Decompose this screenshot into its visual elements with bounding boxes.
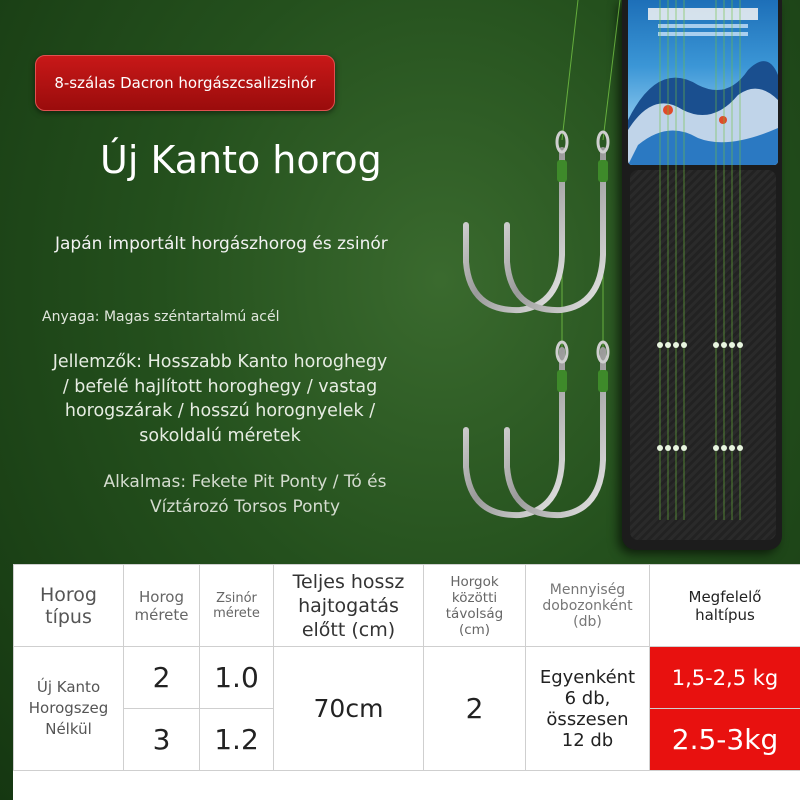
header-line-size xyxy=(200,565,274,647)
header-total-length xyxy=(274,565,424,647)
line-size-cell: 1.0 xyxy=(200,647,274,709)
total-length-cell: 70cm xyxy=(274,647,424,771)
qty-line: Egyenként xyxy=(539,666,636,688)
header-line: (cm) xyxy=(458,621,491,638)
table-header-row xyxy=(14,565,800,647)
spacing-cell: 2 xyxy=(424,647,526,771)
header-line: Megfelelő xyxy=(688,587,762,606)
header-line: előtt (cm) xyxy=(301,618,396,641)
type-line: Horogszeg xyxy=(28,699,109,717)
header-line: Teljes hossz xyxy=(292,570,405,593)
header-line: mérete xyxy=(134,605,189,624)
header-line: Zsinór xyxy=(216,590,257,606)
page-title: Új Kanto horog xyxy=(100,138,382,182)
table-row xyxy=(14,647,800,709)
qty-line: összesen xyxy=(546,708,629,730)
type-line: Nélkül xyxy=(45,720,92,738)
header-hook-type xyxy=(14,565,124,647)
hook-size-cell: 2 xyxy=(124,647,200,709)
spec-table xyxy=(13,564,800,800)
product-badge: 8-szálas Dacron horgászcsalizsinór xyxy=(35,55,335,111)
table-spacer-row xyxy=(14,771,800,800)
header-line: (db) xyxy=(573,613,602,630)
suitable-line: Alkalmas: Fekete Pit Ponty / Tó és xyxy=(103,472,387,492)
header-line: dobozonként xyxy=(542,597,633,614)
line-size-cell: 1.2 xyxy=(200,709,274,771)
header-line: Horgok xyxy=(450,573,499,590)
header-hook-size xyxy=(124,565,200,647)
suitable-line: Víztározó Torsos Ponty xyxy=(149,497,341,517)
header-line: távolság xyxy=(445,605,504,622)
features-line: horogszárak / hosszú horognyelek / xyxy=(64,401,376,421)
header-line: közötti xyxy=(451,589,498,606)
type-line: Új Kanto xyxy=(36,678,101,696)
fish-type-cell: 1,5-2,5 kg xyxy=(650,647,800,709)
header-hook-spacing xyxy=(424,565,526,647)
hook-size-cell: 3 xyxy=(124,709,200,771)
qty-line: 12 db xyxy=(561,729,614,751)
subtitle: Japán importált horgászhorog és zsinór xyxy=(55,234,388,254)
header-line: Horog xyxy=(40,583,97,606)
header-line: haltípus xyxy=(695,605,755,624)
features-line: / befelé hajlított horoghegy / vastag xyxy=(62,376,378,397)
qty-line: 6 db, xyxy=(564,687,611,709)
quantity-cell xyxy=(526,647,650,771)
material-text: Anyaga: Magas széntartalmú acél xyxy=(42,309,280,325)
header-line: mérete xyxy=(213,605,260,621)
header-qty-per-box xyxy=(526,565,650,647)
header-line: hajtogatás xyxy=(298,594,399,617)
header-line: típus xyxy=(45,605,92,628)
header-line: Horog xyxy=(139,587,184,606)
header-line: Mennyiség xyxy=(549,581,626,598)
hook-type-cell xyxy=(14,647,124,771)
features-line: Jellemzők: Hosszabb Kanto horoghegy xyxy=(52,352,388,372)
fish-type-cell: 2.5-3kg xyxy=(650,709,800,771)
features-line: sokoldalú méretek xyxy=(139,425,301,446)
header-fish-type xyxy=(650,565,800,647)
